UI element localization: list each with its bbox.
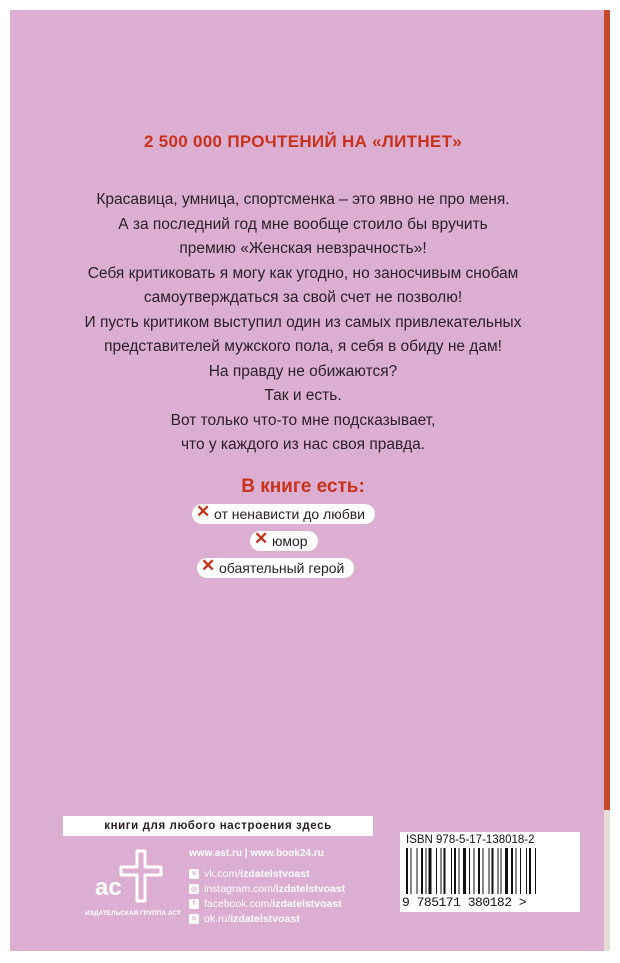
blurb-line: что у каждого из нас своя правда.: [180, 436, 426, 453]
blurb-line: Вот только что-то мне подсказывает,: [170, 411, 436, 429]
feature-label: обаятельный герой: [219, 560, 345, 576]
ast-logo: [85, 845, 175, 905]
barcode-digits: 9 785171 380182 >: [402, 895, 527, 910]
social-link-instagram[interactable]: ◎ instagram.com/ izdatelstvoast: [190, 882, 346, 895]
isbn-number: ISBN 978-5-17-138018-2: [406, 834, 535, 846]
blurb-line: На правду не обижаются?: [208, 362, 398, 380]
vk-icon: v: [189, 869, 199, 879]
blurb-line: Так и есть.: [264, 387, 342, 404]
cross-mark-icon: ✕: [201, 556, 216, 575]
blurb-line: премию «Женская невзрачность»!: [179, 240, 427, 257]
social-link-facebook[interactable]: f facebook.com/ izdatelstvoast: [189, 896, 345, 911]
features-title: В книге есть:: [241, 476, 365, 497]
blurb-line: А за последний год мне вообще стоило бы вручить: [118, 215, 488, 233]
blurb-line: представителей мужского пола, я себя в обиду не дам!: [104, 338, 502, 355]
social-link-vk[interactable]: v vk.com/ izdatelstvoast: [189, 866, 345, 881]
feature-tag: [250, 531, 318, 551]
readership-headline: 2 500 000 ПРОЧТЕНИЙ НА «ЛИТНЕТ»: [143, 132, 463, 151]
feature-tag: [197, 558, 354, 578]
blurb-line: И пусть критиком выступил один из самых привлекательных: [84, 313, 522, 331]
facebook-icon: f: [189, 899, 199, 909]
book-back-cover: [10, 10, 610, 951]
feature-tag: [192, 504, 375, 524]
publisher-websites: www.ast.ru | www.book24.ru: [189, 848, 324, 859]
blurb-line: самоутверждаться за свой счет не позволю!: [143, 289, 463, 306]
feature-label: от ненависти до любви: [214, 506, 365, 522]
publisher-caption: ИЗДАТЕЛЬСКАЯ ГРУППА АСТ: [85, 910, 181, 917]
feature-label: юмор: [272, 533, 308, 549]
instagram-icon: ◎: [190, 885, 198, 893]
isbn-barcode: [400, 832, 580, 912]
svg-text:ac: ac: [95, 874, 122, 901]
spine-edge-bottom: [604, 810, 610, 951]
book-blurb: [10, 188, 596, 458]
cross-mark-icon: ✕: [254, 529, 269, 548]
social-link-ok[interactable]: o ok.ru/ izdatelstvoast: [189, 911, 345, 926]
barcode-bars: [406, 848, 571, 894]
spine-edge: [604, 10, 610, 810]
blurb-line: Красавица, умница, спортсменка – это явно не про меня.: [96, 191, 510, 208]
ok-icon: o: [189, 914, 199, 924]
cross-mark-icon: ✕: [196, 502, 211, 521]
slogan-strip: книги для любого настроения здесь: [63, 816, 373, 836]
blurb-line: Себя критиковать я могу как угодно, но заносчивым снобам: [87, 264, 519, 282]
social-links: [189, 866, 345, 926]
